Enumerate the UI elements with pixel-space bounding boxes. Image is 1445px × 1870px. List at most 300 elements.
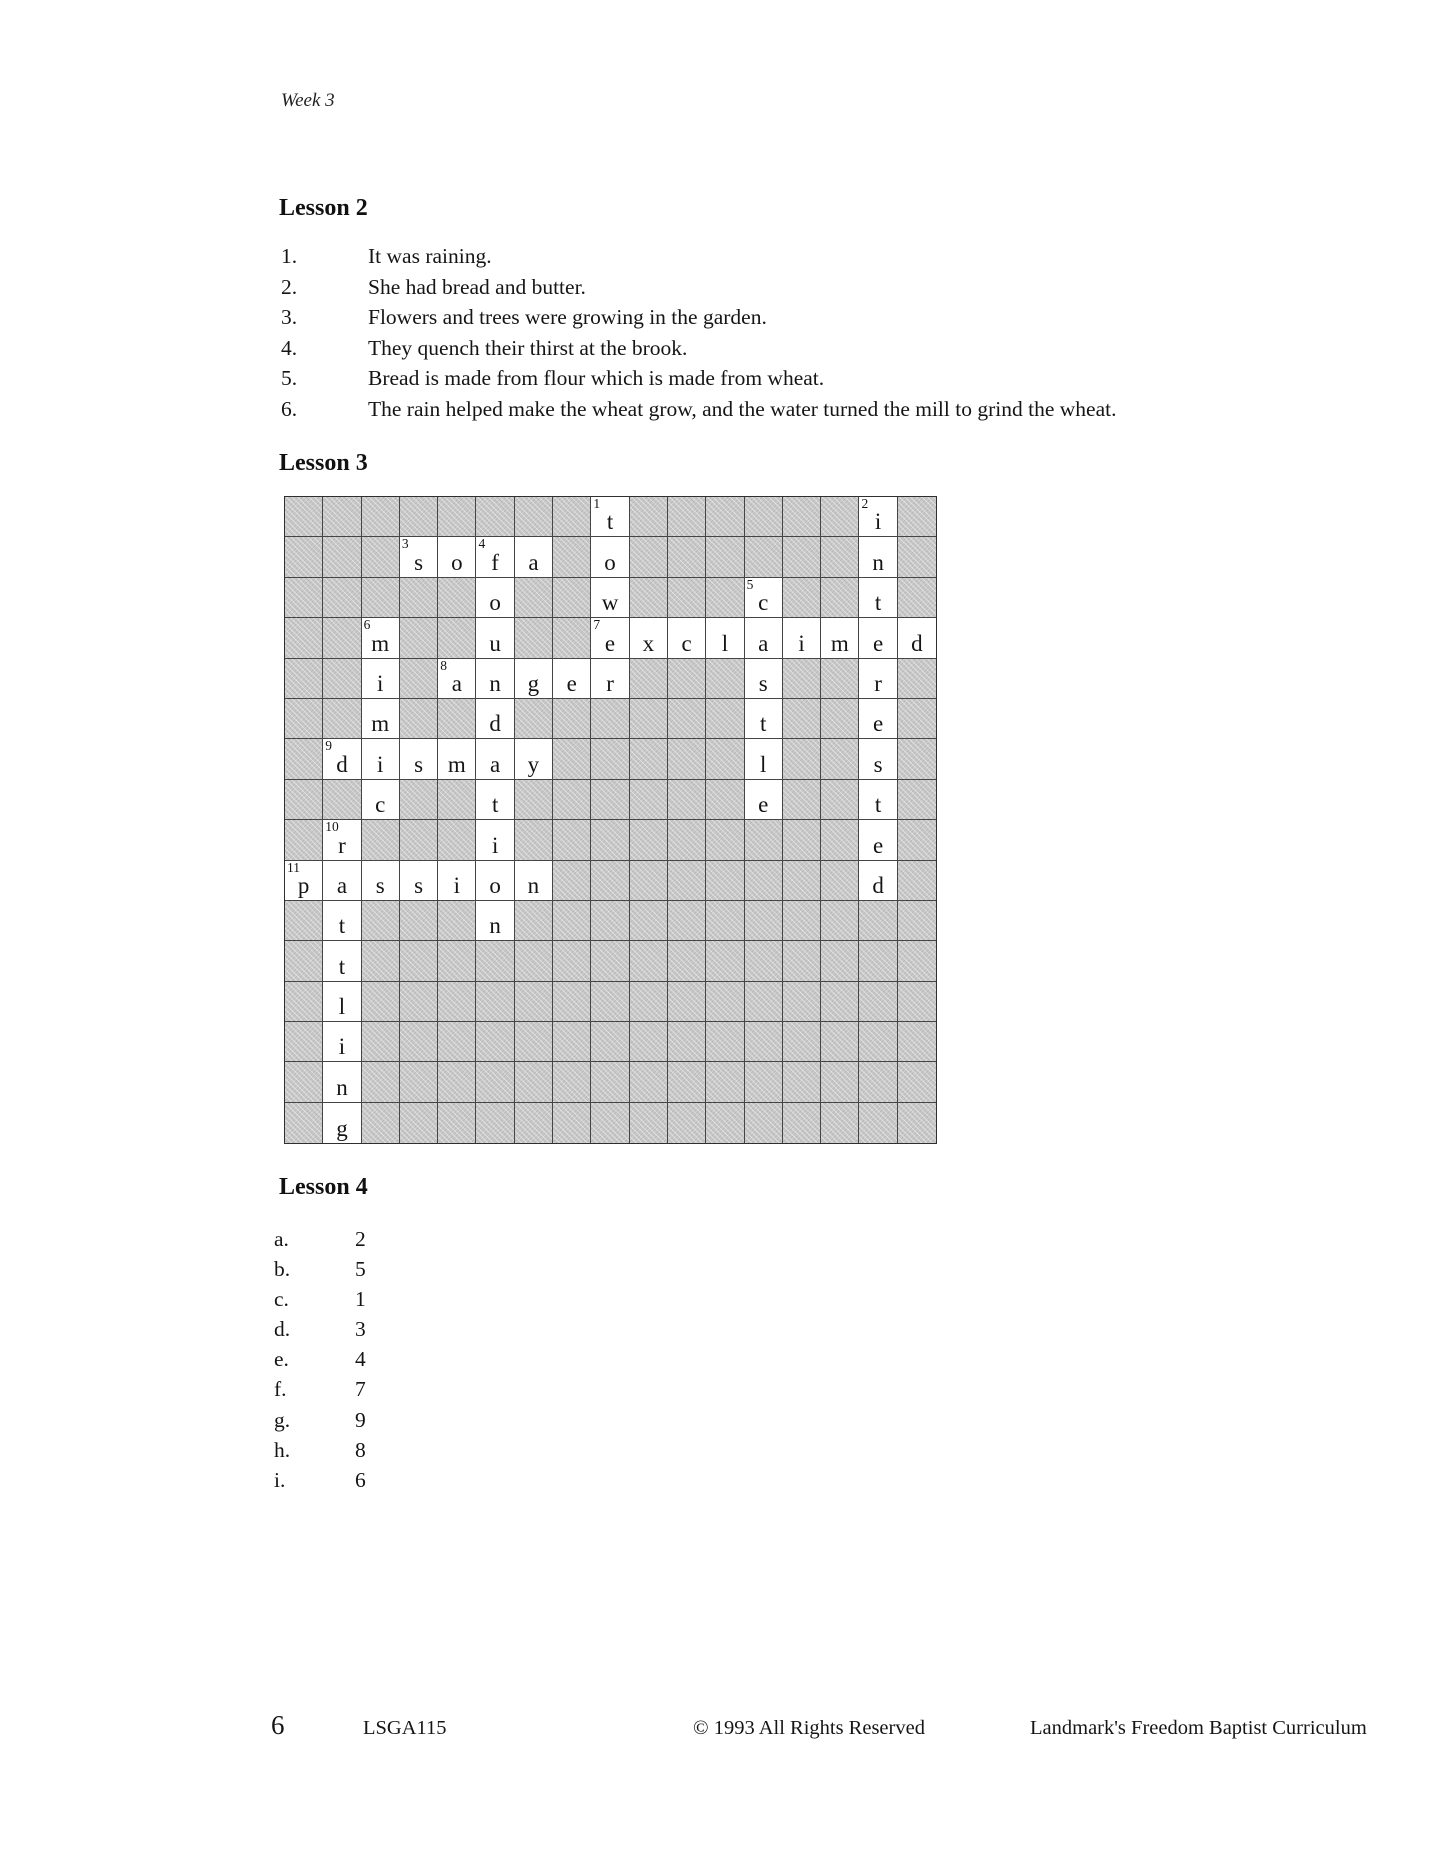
crossword-cell — [591, 1103, 629, 1143]
crossword-cell — [630, 982, 668, 1022]
lesson2-answer-row — [281, 363, 1116, 394]
crossword-cell — [476, 739, 514, 779]
crossword-cell — [438, 861, 476, 901]
crossword-cell — [438, 780, 476, 820]
crossword-cell — [745, 618, 783, 658]
crossword-cell — [438, 941, 476, 981]
crossword-cell — [362, 659, 400, 699]
crossword-cell — [668, 1022, 706, 1062]
crossword-cell — [515, 578, 553, 618]
crossword-cell — [362, 982, 400, 1022]
crossword-cell — [438, 1062, 476, 1102]
crossword-cell — [859, 1022, 897, 1062]
crossword-cell — [706, 982, 744, 1022]
crossword-cell — [706, 861, 744, 901]
cell-letter: n — [336, 1074, 348, 1100]
crossword-cell — [553, 820, 591, 860]
footer-page-number: 6 — [271, 1710, 285, 1740]
answer-value: 7 — [355, 1377, 366, 1402]
crossword-cell — [898, 901, 936, 941]
crossword-cell — [630, 537, 668, 577]
crossword-cell — [745, 780, 783, 820]
crossword-cell — [476, 820, 514, 860]
crossword-cell — [476, 497, 514, 537]
answer-text: Bread is made from flour which is made from wheat. — [368, 366, 825, 390]
cell-letter: i — [377, 670, 384, 696]
crossword-grid — [284, 496, 937, 1144]
lesson2-answer-row — [281, 333, 1116, 364]
crossword-cell — [859, 739, 897, 779]
crossword-cell — [783, 780, 821, 820]
crossword-cell — [323, 1022, 361, 1062]
lesson4-answer-row — [274, 1314, 366, 1344]
cell-letter: p — [297, 872, 310, 898]
crossword-cell — [515, 739, 553, 779]
crossword-cell — [898, 1103, 936, 1143]
crossword-cell — [591, 537, 629, 577]
answer-letter: d. — [274, 1317, 291, 1342]
cell-letter: e — [604, 630, 616, 656]
crossword-cell — [745, 659, 783, 699]
lesson2-answer-row — [281, 394, 1116, 425]
answer-letter: a. — [274, 1227, 289, 1251]
clue-number: 1 — [593, 496, 601, 511]
crossword-cell — [783, 1022, 821, 1062]
crossword-cell — [898, 618, 936, 658]
cell-letter: o — [604, 549, 616, 575]
crossword-cell — [821, 861, 859, 901]
cell-letter: a — [758, 630, 769, 656]
answer-number: 2. — [281, 274, 298, 299]
crossword-cell — [438, 1103, 476, 1143]
crossword-cell — [515, 1062, 553, 1102]
crossword-cell — [438, 537, 476, 577]
crossword-cell — [898, 1022, 936, 1062]
cell-letter: o — [451, 549, 463, 575]
cell-letter: m — [447, 751, 466, 777]
crossword-cell — [553, 1103, 591, 1143]
crossword-cell — [783, 1103, 821, 1143]
crossword-cell — [783, 618, 821, 658]
lesson4-answer-row — [274, 1435, 366, 1465]
crossword-cell — [400, 861, 438, 901]
crossword-cell — [821, 1022, 859, 1062]
crossword-cell — [362, 941, 400, 981]
crossword-cell — [553, 659, 591, 699]
crossword-cell — [553, 618, 591, 658]
answer-value: 2 — [355, 1227, 366, 1251]
crossword-cell — [591, 497, 629, 537]
lesson2-answer-row — [281, 302, 1116, 333]
crossword-cell — [630, 780, 668, 820]
answer-text: Flowers and trees were growing in the garden. — [368, 305, 767, 329]
crossword-cell — [515, 497, 553, 537]
answer-number: 3. — [281, 305, 298, 329]
crossword-cell — [438, 659, 476, 699]
crossword-cell — [821, 659, 859, 699]
crossword-cell — [285, 699, 323, 739]
crossword-cell — [668, 618, 706, 658]
crossword-cell — [438, 739, 476, 779]
answer-value: 4 — [355, 1347, 366, 1372]
cell-letter: n — [489, 913, 501, 939]
crossword-cell — [285, 578, 323, 618]
crossword-cell — [323, 820, 361, 860]
crossword-cell — [362, 1103, 400, 1143]
crossword-cell — [362, 820, 400, 860]
crossword-cell — [285, 941, 323, 981]
answer-letter: e. — [274, 1347, 289, 1372]
crossword-cell — [476, 1022, 514, 1062]
cell-letter: i — [453, 872, 461, 898]
crossword-cell — [362, 739, 400, 779]
cell-letter: u — [489, 630, 501, 656]
crossword-cell — [898, 699, 936, 739]
crossword-cell — [285, 982, 323, 1022]
crossword-cell — [630, 659, 668, 699]
crossword-cell — [400, 1022, 438, 1062]
crossword-cell — [898, 982, 936, 1022]
crossword-cell — [362, 578, 400, 618]
crossword-cell — [285, 537, 323, 577]
crossword-cell — [553, 1022, 591, 1062]
crossword-cell — [630, 497, 668, 537]
crossword-cell — [630, 1103, 668, 1143]
crossword-cell — [783, 820, 821, 860]
lesson4-answer-row — [274, 1284, 366, 1314]
cell-letter: n — [527, 872, 540, 898]
lesson4-answer-row — [274, 1254, 366, 1284]
answer-value: 1 — [355, 1287, 366, 1312]
answer-number: 6. — [281, 396, 298, 421]
crossword-cell — [323, 901, 361, 941]
crossword-cell — [591, 739, 629, 779]
crossword-cell — [630, 820, 668, 860]
cell-letter: a — [528, 549, 539, 575]
crossword-cell — [706, 1103, 744, 1143]
cell-letter: o — [489, 872, 501, 898]
crossword-cell — [783, 659, 821, 699]
crossword-cell — [706, 578, 744, 618]
crossword-cell — [821, 537, 859, 577]
crossword-cell — [745, 982, 783, 1022]
answer-value: 8 — [355, 1437, 366, 1462]
crossword-cell — [668, 537, 706, 577]
crossword-cell — [745, 699, 783, 739]
crossword-cell — [476, 982, 514, 1022]
answer-value: 3 — [355, 1317, 366, 1342]
cell-letter: s — [414, 549, 424, 575]
crossword-cell — [706, 1062, 744, 1102]
crossword-cell — [821, 578, 859, 618]
crossword-cell — [515, 820, 553, 860]
crossword-cell — [745, 820, 783, 860]
crossword-cell — [553, 941, 591, 981]
answer-letter: i. — [274, 1467, 286, 1492]
crossword-cell — [859, 659, 897, 699]
crossword-cell — [821, 941, 859, 981]
cell-letter: s — [375, 872, 385, 898]
crossword-cell — [898, 537, 936, 577]
crossword-cell — [323, 618, 361, 658]
crossword-cell — [630, 699, 668, 739]
crossword-cell — [285, 659, 323, 699]
lesson2-title: Lesson 2 — [279, 195, 368, 221]
crossword-cell — [515, 537, 553, 577]
cell-letter: s — [414, 751, 424, 777]
crossword-cell — [515, 941, 553, 981]
crossword-cell — [745, 497, 783, 537]
crossword-cell — [285, 739, 323, 779]
crossword-cell — [668, 659, 706, 699]
crossword-cell — [476, 537, 514, 577]
answer-number: 1. — [281, 244, 298, 268]
answer-number: 4. — [281, 335, 298, 360]
crossword-cell — [400, 982, 438, 1022]
answer-text: It was raining. — [368, 244, 492, 268]
crossword-cell — [630, 618, 668, 658]
lesson2-answer-row — [281, 272, 1116, 303]
lesson2-answer-list — [281, 241, 1116, 424]
crossword-cell — [515, 982, 553, 1022]
crossword-cell — [668, 820, 706, 860]
crossword-cell — [706, 699, 744, 739]
crossword-cell — [362, 1062, 400, 1102]
crossword-cell — [745, 1022, 783, 1062]
crossword-cell — [438, 497, 476, 537]
clue-number: 2 — [861, 496, 869, 511]
crossword-cell — [859, 780, 897, 820]
cell-letter: i — [377, 751, 384, 777]
crossword-cell — [438, 578, 476, 618]
clue-number: 11 — [287, 859, 300, 875]
crossword-cell — [438, 901, 476, 941]
clue-number: 3 — [401, 536, 409, 552]
footer-publisher: Landmark's Freedom Baptist Curriculum — [1030, 1717, 1367, 1739]
crossword-cell — [821, 1062, 859, 1102]
crossword-cell — [898, 1062, 936, 1102]
crossword-cell — [859, 1062, 897, 1102]
crossword-cell — [323, 780, 361, 820]
crossword-cell — [630, 901, 668, 941]
crossword-cell — [476, 780, 514, 820]
cell-letter: i — [798, 630, 805, 656]
crossword-cell — [591, 699, 629, 739]
crossword-cell — [859, 982, 897, 1022]
answer-value: 5 — [355, 1257, 366, 1282]
crossword-cell — [821, 497, 859, 537]
cell-letter: t — [760, 711, 767, 737]
cell-letter: i — [491, 832, 499, 858]
crossword-cell — [706, 780, 744, 820]
crossword-cell — [745, 901, 783, 941]
crossword-cell — [706, 659, 744, 699]
crossword-cell — [362, 497, 400, 537]
crossword-cell — [783, 861, 821, 901]
crossword-cell — [783, 497, 821, 537]
crossword-cell — [515, 780, 553, 820]
cell-letter: c — [375, 792, 386, 818]
answer-letter: b. — [274, 1257, 291, 1282]
crossword-cell — [476, 578, 514, 618]
lesson4-answer-row — [274, 1465, 366, 1495]
footer-copyright: © 1993 All Rights Reserved — [693, 1717, 925, 1739]
cell-letter: d — [872, 872, 884, 898]
crossword-cell — [706, 618, 744, 658]
cell-letter: e — [872, 832, 884, 858]
crossword-cell — [859, 1103, 897, 1143]
crossword-cell — [323, 578, 361, 618]
crossword-cell — [438, 1022, 476, 1062]
crossword-cell — [668, 861, 706, 901]
crossword-cell — [476, 618, 514, 658]
answer-letter: c. — [274, 1287, 289, 1312]
answer-letter: f. — [274, 1377, 287, 1402]
clue-number: 4 — [478, 536, 486, 552]
crossword-cell — [591, 1022, 629, 1062]
crossword-cell — [591, 1062, 629, 1102]
clue-number: 8 — [440, 657, 447, 673]
crossword-cell — [285, 1103, 323, 1143]
cell-letter: c — [758, 590, 769, 616]
cell-letter: n — [489, 670, 501, 696]
crossword-cell — [362, 780, 400, 820]
lesson4-answer-row — [274, 1405, 366, 1435]
cell-letter: m — [371, 630, 390, 656]
cell-letter: e — [566, 670, 577, 696]
crossword-cell — [323, 861, 361, 901]
crossword-cell — [630, 578, 668, 618]
cell-letter: s — [758, 670, 768, 696]
crossword-cell — [630, 861, 668, 901]
crossword-cell — [323, 1103, 361, 1143]
cell-letter: g — [336, 1116, 348, 1142]
crossword-cell — [476, 699, 514, 739]
cell-letter: x — [642, 630, 655, 656]
lesson3-title: Lesson 3 — [279, 450, 368, 476]
crossword-cell — [859, 901, 897, 941]
crossword-cell — [515, 618, 553, 658]
crossword-cell — [400, 537, 438, 577]
crossword-cell — [591, 659, 629, 699]
crossword-cell — [515, 659, 553, 699]
lesson4-answer-list — [274, 1224, 366, 1495]
crossword-cell — [438, 618, 476, 658]
crossword-cell — [438, 820, 476, 860]
cell-letter: t — [874, 590, 882, 616]
crossword-cell — [783, 901, 821, 941]
crossword-cell — [706, 820, 744, 860]
crossword-cell — [821, 982, 859, 1022]
crossword-cell — [323, 497, 361, 537]
answer-value: 6 — [355, 1467, 366, 1492]
crossword-cell — [400, 699, 438, 739]
crossword-cell — [706, 901, 744, 941]
crossword-cell — [821, 699, 859, 739]
crossword-cell — [783, 739, 821, 779]
answer-letter: h. — [274, 1437, 291, 1462]
crossword-cell — [323, 739, 361, 779]
crossword-cell — [898, 861, 936, 901]
crossword-cell — [476, 1103, 514, 1143]
answer-text: The rain helped make the wheat grow, and the water turned the mill to grind the wheat. — [368, 396, 1117, 421]
crossword-cell — [362, 537, 400, 577]
crossword-cell — [745, 578, 783, 618]
cell-letter: m — [371, 711, 390, 737]
crossword-cell — [362, 1022, 400, 1062]
crossword-cell — [630, 1022, 668, 1062]
crossword-cell — [515, 861, 553, 901]
crossword-cell — [859, 618, 897, 658]
lesson4-answer-row — [274, 1344, 366, 1374]
crossword-cell — [668, 982, 706, 1022]
crossword-cell — [668, 941, 706, 981]
crossword-cell — [898, 820, 936, 860]
crossword-cell — [362, 618, 400, 658]
lesson4-answer-row — [274, 1224, 366, 1254]
crossword-cell — [668, 497, 706, 537]
crossword-cell — [668, 1103, 706, 1143]
crossword-cell — [476, 659, 514, 699]
clue-number: 6 — [363, 617, 371, 633]
crossword-cell — [859, 537, 897, 577]
answer-value: 9 — [355, 1407, 366, 1432]
cell-letter: o — [489, 590, 501, 616]
crossword-cell — [515, 699, 553, 739]
crossword-cell — [323, 659, 361, 699]
crossword-cell — [783, 982, 821, 1022]
crossword-cell — [362, 861, 400, 901]
cell-letter: w — [601, 590, 619, 616]
cell-letter: t — [491, 792, 499, 818]
crossword-cell — [745, 941, 783, 981]
cell-letter: c — [681, 630, 692, 656]
answer-number: 5. — [281, 366, 298, 390]
crossword-cell — [898, 659, 936, 699]
cell-letter: a — [490, 751, 501, 777]
crossword-cell — [285, 1022, 323, 1062]
crossword-cell — [285, 820, 323, 860]
crossword-cell — [668, 699, 706, 739]
crossword-cell — [553, 537, 591, 577]
answer-text: She had bread and butter. — [368, 274, 586, 299]
cell-letter: s — [873, 751, 883, 777]
crossword-cell — [285, 618, 323, 658]
crossword-cell — [859, 497, 897, 537]
crossword-cell — [400, 941, 438, 981]
cell-letter: d — [489, 711, 501, 737]
crossword-cell — [400, 1062, 438, 1102]
crossword-cell — [476, 941, 514, 981]
crossword-cell — [553, 699, 591, 739]
crossword-cell — [323, 537, 361, 577]
crossword-cell — [783, 578, 821, 618]
cell-letter: f — [491, 549, 499, 575]
crossword-cell — [859, 699, 897, 739]
crossword-cell — [783, 537, 821, 577]
crossword-cell — [898, 739, 936, 779]
cell-letter: t — [606, 509, 614, 535]
crossword-cell — [821, 780, 859, 820]
crossword-cell — [745, 1062, 783, 1102]
crossword-cell — [438, 982, 476, 1022]
cell-letter: i — [874, 509, 882, 535]
crossword-cell — [706, 1022, 744, 1062]
cell-letter: a — [336, 872, 348, 898]
crossword-cell — [400, 618, 438, 658]
cell-letter: r — [606, 670, 614, 696]
crossword-cell — [553, 901, 591, 941]
